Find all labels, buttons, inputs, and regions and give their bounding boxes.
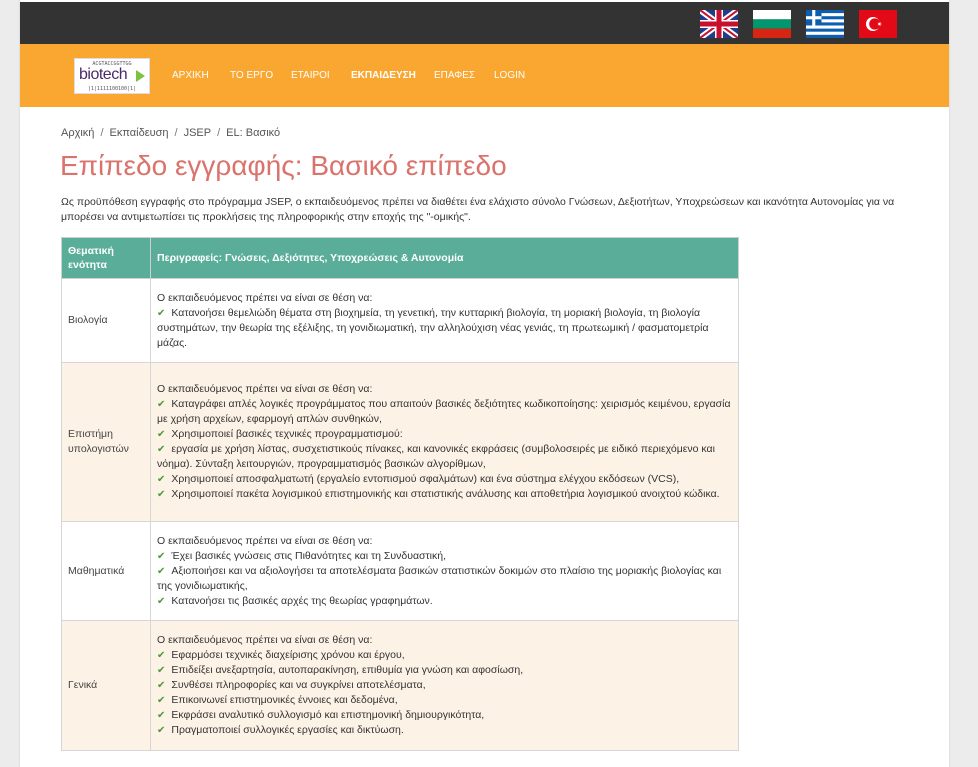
check-icon: ✔ [157, 399, 166, 410]
descriptor-item [157, 693, 732, 708]
descriptor-text: Κατανοήσει θεμελιώδη θέματα στη βιοχημεία, τη γενετική, την κυτταρική βιολογία, τη μοριακή βιολογία, τη βιολογία συστημάτων, την θεωρία της εξέλιξης, τη γονιδιωματική, την αλληλούχιση νέας γενιάς, τη πρωτεωμική / φασματομετρία μάζας. [157, 306, 709, 349]
topic-cell: Βιολογία [62, 279, 151, 363]
top-bar [20, 2, 949, 44]
descriptor-text: Πραγματοποιεί συλλογικές εργασίες και δικτύωση. [171, 724, 404, 736]
descriptor-text: Έχει βασικές γνώσεις στις Πιθανότητες και τη Συνδυαστική, [171, 549, 447, 562]
descriptor-text: Χρησιμοποιεί βασικές τεχνικές προγραμματισμού: [171, 428, 403, 440]
descriptors-cell [151, 363, 739, 522]
check-icon: ✔ [157, 695, 166, 706]
descriptors-intro: Ο εκπαιδευόμενος πρέπει να είναι σε θέση να: [157, 291, 373, 304]
play-icon [136, 70, 145, 82]
topic-cell: Επιστήμη υπολογιστών [62, 363, 151, 522]
descriptor-item [157, 678, 732, 693]
descriptor-text: Αξιοποιήσει και να αξιολογήσει τα αποτελέσματα βασικών στατιστικών δοκιμών στο πλαίσιο της μοριακής βιολογίας και της γονιδιωματικής, [157, 564, 722, 592]
descriptor-text: Επιδείξει ανεξαρτησία, αυτοπαρακίνηση, επιθυμία για γνώση και αφοσίωση, [171, 664, 524, 676]
logo-binary-text: |1|1111100100|1| [87, 86, 137, 92]
nav-item-education[interactable]: ΕΚΠΑΙΔΕΥΣΗ [351, 70, 416, 81]
logo-sequence-text: ACGTACCGGTTGG [92, 61, 132, 67]
page [20, 0, 949, 767]
table-header-row [62, 238, 739, 279]
descriptor-text: Εφαρμόσει τεχνικές διαχείρισης χρόνου και έργου, [171, 649, 405, 661]
descriptor-text: Συνθέσει πληροφορίες και να συγκρίνει αποτελέσματα, [171, 679, 426, 691]
check-icon: ✔ [157, 307, 166, 319]
descriptor-text: Χρησιμοποιεί αποσφαλματωτή (εργαλείο εντοπισμού σφαλμάτων) και ένα σύστημα ελέγχου εκδόσεων (VCS), [171, 473, 680, 485]
descriptors-cell [151, 621, 739, 751]
nav-item-contact[interactable]: ΕΠΑΦΕΣ [434, 70, 476, 81]
descriptor-item [157, 306, 732, 351]
topic-cell: Μαθηματικά [62, 522, 151, 621]
breadcrumb-home[interactable]: Αρχική [61, 127, 95, 139]
breadcrumb-current: EL: Βασικό [226, 127, 281, 139]
descriptor-item [157, 594, 732, 609]
flag-en-icon[interactable] [700, 10, 738, 38]
descriptors-intro: Ο εκπαιδευόμενος πρέπει να είναι σε θέση να: [157, 534, 373, 547]
main-navigation [20, 44, 949, 107]
flag-el-icon[interactable] [806, 10, 844, 38]
descriptor-item [157, 648, 732, 663]
header-descriptors: Περιγραφείς: Γνώσεις, Δεξιότητες, Υποχρεώσεις & Αυτονομία [151, 238, 739, 279]
page-title: Επίπεδο εγγραφής: Βασικό επίπεδο [60, 150, 507, 181]
descriptor-item [157, 723, 732, 738]
descriptor-text: Κατανοήσει τις βασικές αρχές της θεωρίας γραφημάτων. [171, 594, 433, 607]
check-icon: ✔ [157, 474, 166, 485]
descriptors-cell [151, 279, 739, 363]
header-topic: Θεματική ενότητα [62, 238, 151, 279]
descriptor-item [157, 427, 732, 442]
descriptors-intro: Ο εκπαιδευόμενος πρέπει να είναι σε θέση να: [157, 634, 373, 646]
table-row [62, 621, 739, 751]
table-row [62, 279, 739, 363]
check-icon: ✔ [157, 429, 166, 440]
breadcrumb-education[interactable]: Εκπαίδευση [109, 127, 169, 139]
descriptor-item [157, 549, 732, 564]
descriptor-item [157, 564, 732, 594]
descriptor-item [157, 708, 732, 723]
biotech-logo[interactable] [74, 58, 150, 94]
table-body [62, 279, 739, 751]
descriptors-cell [151, 522, 739, 621]
breadcrumb: Αρχική / Εκπαίδευση / JSEP / EL: Βασικό [61, 127, 281, 139]
check-icon: ✔ [157, 550, 166, 562]
descriptor-text: Εκφράσει αναλυτικό συλλογισμό και επιστημονική δημιουργικότητα, [171, 709, 485, 721]
table-row [62, 363, 739, 522]
descriptor-item [157, 397, 732, 427]
check-icon: ✔ [157, 595, 166, 607]
check-icon: ✔ [157, 725, 166, 736]
descriptor-item [157, 663, 732, 678]
descriptors-intro: Ο εκπαιδευόμενος πρέπει να είναι σε θέση να: [157, 383, 373, 395]
descriptor-text: Καταγράφει απλές λογικές προγράμματος που απαιτούν βασικές δεξιότητες κωδικοποίησης: χειρισμός κειμένου, εργασία με χρήση αρχείων, εφαρμογή απλών συνθηκών, [157, 398, 731, 425]
nav-item-home[interactable]: ΑΡΧΙΚΗ [172, 70, 209, 81]
descriptor-item [157, 472, 732, 487]
check-icon: ✔ [157, 665, 166, 676]
intro-text: Ως προϋπόθεση εγγραφής στο πρόγραμμα JSEP, ο εκπαιδευόμενος πρέπει να διαθέτει ένα ελάχιστο σύνολο Γνώσεων, Δεξιοτήτων, Υποχρεώσεων και ικανότητα Αυτονομίας για να μπορέσει να αντιμετωπίσει τις προκλήσεις της πληροφορικής στην εποχής της "-ομικής". [61, 196, 895, 223]
check-icon: ✔ [157, 444, 166, 455]
topic-cell: Γενικά [62, 621, 151, 751]
flag-tr-icon[interactable] [859, 10, 897, 38]
nav-item-partners[interactable]: ΕΤΑΙΡΟΙ [291, 70, 330, 81]
descriptor-text: Χρησιμοποιεί πακέτα λογισμικού επιστημονικής και στατιστικής ανάλυσης και αποθετήρια λογισμικού ανοιχτού κώδικα. [171, 488, 720, 500]
descriptor-item [157, 487, 732, 502]
competency-table [61, 237, 739, 751]
table-row [62, 522, 739, 621]
check-icon: ✔ [157, 489, 166, 500]
flag-bg-icon[interactable] [753, 10, 791, 38]
nav-item-project[interactable]: ΤΟ ΕΡΓΟ [230, 70, 274, 81]
check-icon: ✔ [157, 565, 166, 577]
check-icon: ✔ [157, 650, 166, 661]
descriptor-text: εργασία με χρήση λίστας, συσχετιστικούς πίνακες, και κανονικές εκφράσεις (συμβολοσειρές με ειδικό περιεχόμενο και νόημα). Σύνταξη λειτουργιών, προγραμματισμός βασικών αλγορίθμων, [157, 443, 715, 470]
nav-item-login[interactable]: LOGIN [494, 70, 526, 81]
check-icon: ✔ [157, 710, 166, 721]
descriptor-item [157, 442, 732, 472]
descriptor-text: Επικοινωνεί επιστημονικές έννοιες και δεδομένα, [171, 694, 398, 706]
logo-wordmark: biotech [79, 66, 128, 83]
check-icon: ✔ [157, 680, 166, 691]
breadcrumb-jsep[interactable]: JSEP [183, 127, 212, 139]
